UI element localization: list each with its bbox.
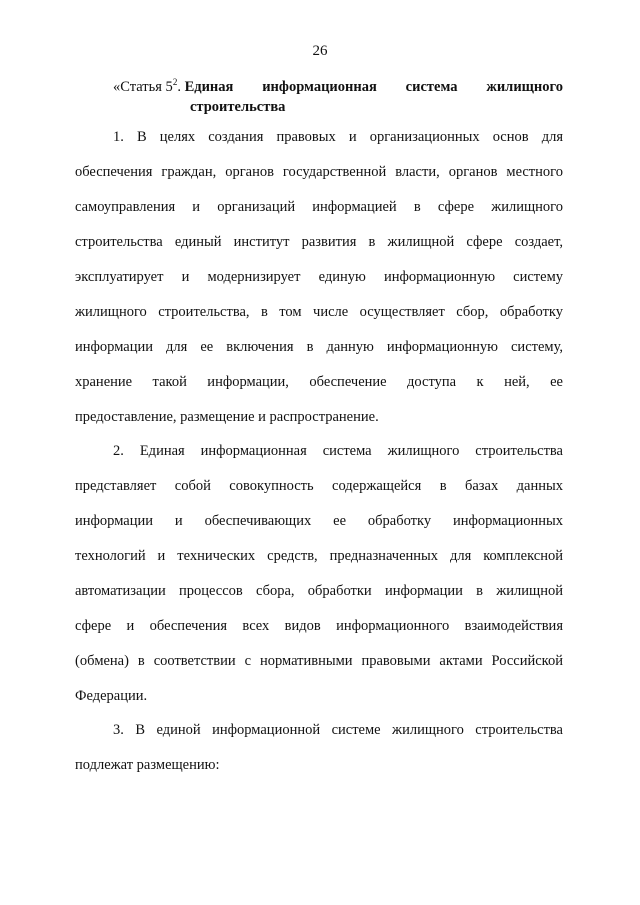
paragraph-line: автоматизации процессов сбора, обработки информации в жилищной [75,583,563,599]
paragraph-2 [75,434,563,714]
paragraph-line: строительства единый институт развития в жилищной сфере создает, [75,234,563,250]
paragraph-line: сфере и обеспечения всех видов информационного взаимодействия [75,618,563,634]
paragraph-line: жилищного строительства, в том числе осуществляет сбор, обработку [75,304,563,320]
article-prefix: «Статья 5 [113,79,173,95]
paragraph-line: Федерации. [75,688,148,704]
page-number: 26 [312,43,328,59]
article-heading [113,77,563,117]
article-superscript: 2 [172,77,178,88]
paragraph-line: информации и обеспечивающих ее обработку информационных [75,513,563,529]
article-title-word: жилищного [486,79,563,95]
article-title-word: информационная [262,79,377,95]
paragraph-line: представляет собой совокупность содержащейся в базах данных [75,478,563,494]
paragraph-line: 3. В единой информационной системе жилищного строительства [113,722,563,738]
paragraph-line: (обмена) в соответствии с нормативными правовыми актами Российской [75,653,563,669]
paragraph-line: 1. В целях создания правовых и организационных основ для [113,129,563,145]
article-title-continuation: строительства [190,99,286,115]
article-dot: . [177,79,181,95]
paragraph-line: подлежат размещению: [75,757,220,773]
article-title-word: система [405,79,458,95]
paragraph-line: предоставление, размещение и распространение. [75,409,379,425]
article-heading-line-1 [113,77,563,97]
paragraph-line: обеспечения граждан, органов государственной власти, органов местного [75,164,563,180]
paragraph-1 [75,120,563,435]
article-label [113,77,233,97]
paragraph-line: самоуправления и организаций информацией в сфере жилищного [75,199,563,215]
paragraph-line: хранение такой информации, обеспечение доступа к ней, ее [75,374,563,390]
article-title-word: Единая [184,79,234,95]
paragraph-line: технологий и технических средств, предназначенных для комплексной [75,548,563,564]
paragraph-line: эксплуатирует и модернизирует единую информационную систему [75,269,563,285]
paragraph-line: 2. Единая информационная система жилищного строительства [113,443,563,459]
paragraph-line: информации для ее включения в данную информационную систему, [75,339,563,355]
paragraph-3 [75,713,563,783]
